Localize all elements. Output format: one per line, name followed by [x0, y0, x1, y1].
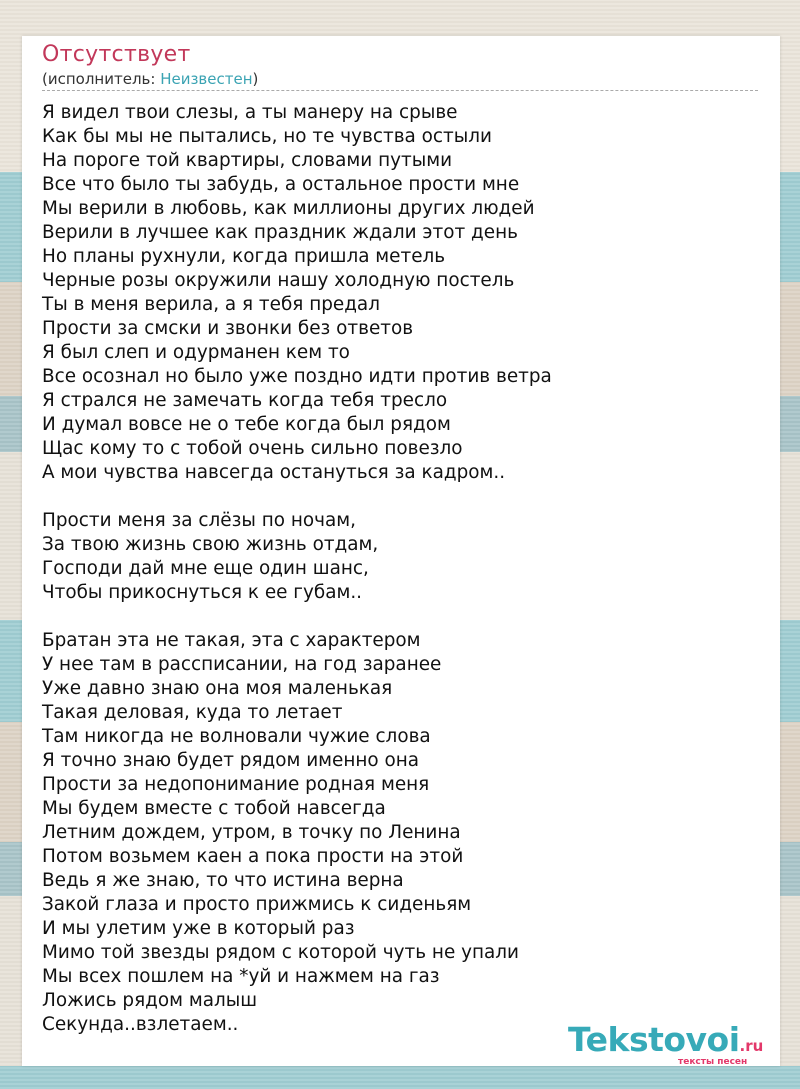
lyric-line: Секунда..взлетаем..: [42, 1014, 239, 1035]
artist-line: [42, 70, 258, 88]
lyric-line: Такая деловая, куда то летает: [42, 702, 343, 723]
lyric-line: Потом возьмем каен а пока прости на этой: [42, 846, 464, 867]
title-divider: [42, 90, 758, 91]
logo-tagline: тексты песен: [678, 1057, 748, 1067]
lyric-line: Щас кому то с тобой очень сильно повезло: [42, 438, 463, 459]
lyric-line: Там никогда не волновали чужие слова: [42, 726, 431, 747]
lyric-line: Черные розы окружили нашу холодную постель: [42, 270, 515, 291]
lyric-line: Чтобы прикоснуться к ее губам..: [42, 582, 363, 603]
lyrics-text: [42, 101, 762, 1037]
lyric-line: Верили в лучшее как праздник ждали этот день: [42, 222, 518, 243]
lyric-line: И мы улетим уже в который раз: [42, 918, 355, 939]
lyrics-card: [22, 36, 780, 1066]
lyric-line: Господи дай мне еще один шанс,: [42, 558, 369, 579]
stanza-gap: [42, 605, 762, 629]
logo-tld: .ru: [739, 1037, 764, 1055]
lyric-line: Все что было ты забудь, а остальное прости мне: [42, 174, 520, 195]
lyric-line: Я стрался не замечать когда тебя тресло: [42, 390, 448, 411]
lyric-line: Как бы мы не пытались, но те чувства остыли: [42, 126, 492, 147]
artist-prefix: (исполнитель:: [42, 70, 161, 88]
lyric-line: Братан эта не такая, эта с характером: [42, 630, 421, 651]
stanza-gap: [42, 485, 762, 509]
lyric-line: Мы верили в любовь, как миллионы других людей: [42, 198, 535, 219]
lyric-line: Мы будем вместе с тобой навсегда: [42, 798, 386, 819]
logo-name: Tekstovoi: [568, 1020, 740, 1059]
lyric-line: Уже давно знаю она моя маленькая: [42, 678, 393, 699]
lyric-line: И думал вовсе не о тебе когда был рядом: [42, 414, 451, 435]
lyric-line: А мои чувства навсегда остануться за кадром..: [42, 462, 506, 483]
lyric-line: У нее там в рассписании, на год заранее: [42, 654, 442, 675]
lyric-line: Я видел твои слезы, а ты манеру на срыве: [42, 102, 458, 123]
lyric-line: Прости меня за слёзы по ночам,: [42, 510, 356, 531]
lyric-line: Мы всех пошлем на *уй и нажмем на газ: [42, 966, 440, 987]
song-title: Отсутствует: [42, 42, 191, 67]
lyric-line: Закой глаза и просто прижмись к сиденьям: [42, 894, 472, 915]
lyric-line: Ложись рядом малыш: [42, 990, 258, 1011]
lyric-line: За твою жизнь свою жизнь отдам,: [42, 534, 379, 555]
artist-link[interactable]: Неизвестен: [160, 70, 253, 88]
lyric-line: На пороге той квартиры, словами путыми: [42, 150, 453, 171]
lyric-line: Прости за недопонимание родная меня: [42, 774, 430, 795]
lyric-line: Прости за смски и звонки без ответов: [42, 318, 414, 339]
lyric-line: Мимо той звезды рядом с которой чуть не упали: [42, 942, 519, 963]
lyric-line: Все осознал но было уже поздно идти против ветра: [42, 366, 552, 387]
lyric-line: Я был слеп и одурманен кем то: [42, 342, 350, 363]
lyric-line: Летним дождем, утром, в точку по Ленина: [42, 822, 461, 843]
artist-suffix: ): [252, 70, 259, 88]
lyric-line: Я точно знаю будет рядом именно она: [42, 750, 420, 771]
lyric-line: Ведь я же знаю, то что истина верна: [42, 870, 404, 891]
lyric-line: Ты в меня верила, а я тебя предал: [42, 294, 380, 315]
lyric-line: Но планы рухнули, когда пришла метель: [42, 246, 446, 267]
